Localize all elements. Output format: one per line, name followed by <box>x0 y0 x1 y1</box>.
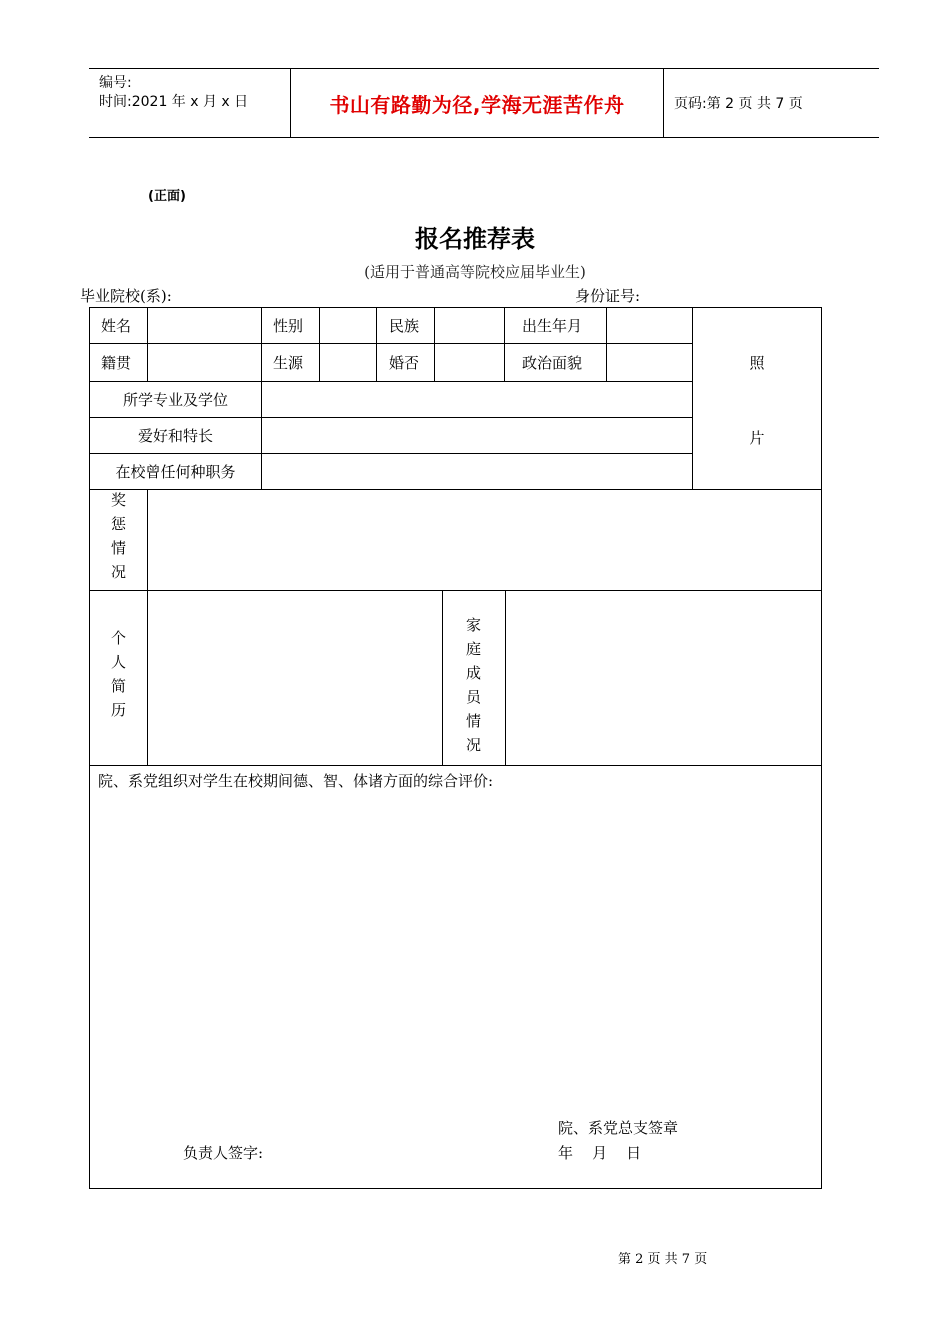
label-gender: 性别 <box>273 316 304 335</box>
seal-label: 院、系党总支签章 <box>558 1119 679 1137</box>
header-left-cell <box>89 69 291 137</box>
label-hobbies: 爱好和特长 <box>137 427 213 445</box>
hobbies-field[interactable] <box>262 418 691 453</box>
motto-text: 书山有路勤为径,学海无涯苦作舟 <box>329 92 625 117</box>
label-evaluation: 院、系党组织对学生在校期间德、智、体诸方面的综合评价: <box>98 772 494 790</box>
photo-label-top: 照 <box>749 353 765 372</box>
positions-field[interactable] <box>262 454 691 489</box>
header-page-cell <box>664 69 879 137</box>
label-family: 家庭成员情况 <box>464 617 482 761</box>
form-subtitle: (适用于普通高等院校应届毕业生) <box>364 263 586 281</box>
label-political: 政治面貌 <box>522 354 583 372</box>
major-degree-field[interactable] <box>262 382 691 417</box>
doc-time-label: 时间:2021 年 x 月 x 日 <box>99 94 249 110</box>
doc-number-label: 编号: <box>99 75 132 91</box>
header-motto-cell <box>291 69 664 137</box>
label-name: 姓名 <box>101 316 132 335</box>
page-footer: 第 2 页 共 7 页 <box>618 1252 708 1267</box>
marital-field[interactable] <box>435 344 503 381</box>
signer-label: 负责人签字: <box>183 1144 264 1162</box>
label-native-place: 籍贯 <box>101 354 132 372</box>
page-header <box>89 68 879 138</box>
name-field[interactable] <box>148 308 260 343</box>
resume-field[interactable] <box>148 591 441 764</box>
front-side-label: (正面) <box>148 189 186 204</box>
school-label: 毕业院校(系): <box>80 287 172 305</box>
label-rewards: 奖惩情况 <box>109 492 127 588</box>
label-marital: 婚否 <box>389 354 420 372</box>
student-source-field[interactable] <box>320 344 375 381</box>
ethnicity-field[interactable] <box>435 308 503 343</box>
id-number-label: 身份证号: <box>575 287 641 305</box>
rewards-field[interactable] <box>148 490 820 589</box>
label-ethnicity: 民族 <box>389 316 420 335</box>
photo-label-bottom: 片 <box>749 428 765 447</box>
birth-field[interactable] <box>607 308 691 343</box>
date-label: 年 月 日 <box>558 1144 642 1162</box>
political-field[interactable] <box>607 344 691 381</box>
gender-field[interactable] <box>320 308 375 343</box>
native-place-field[interactable] <box>148 344 260 381</box>
label-birth: 出生年月 <box>522 316 583 335</box>
page-info: 页码:第 2 页 共 7 页 <box>674 96 803 112</box>
form-title: 报名推荐表 <box>415 225 535 253</box>
label-student-source: 生源 <box>273 354 304 372</box>
family-field[interactable] <box>506 591 820 764</box>
label-positions: 在校曾任何种职务 <box>115 463 236 481</box>
evaluation-field[interactable] <box>90 795 820 1105</box>
label-resume: 个人简历 <box>109 630 127 726</box>
label-major-degree: 所学专业及学位 <box>122 391 228 409</box>
